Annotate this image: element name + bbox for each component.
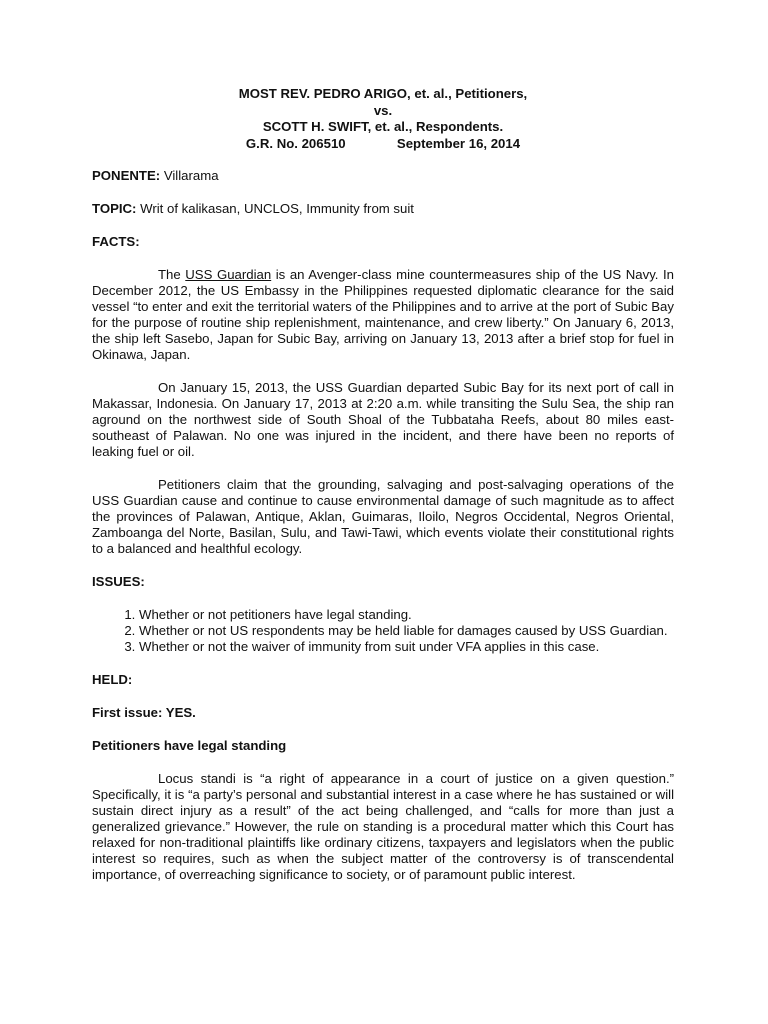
held-paragraph-1: Locus standi is “a right of appearance in a court of justice on a given question.” Specifically, it is “a party’s personal and substantial interest in a case where he has sustained or will sustain direct injury as a result” of the act being challenged, and “calls for more than just a generalized grievance.” However, the rule on standing is a procedural matter which this Court has relaxed for non-traditional plaintiffs like ordinary citizens, taxpayers and legislators when the public interest so requires, such as when the subject matter of the controversy is of transcendental importance, of overreaching significance to society, or of paramount public interest.	[92, 771, 674, 882]
list-item: 1. Whether or not petitioners have legal standing.	[139, 607, 674, 623]
facts-heading: FACTS:	[92, 234, 140, 249]
uss-guardian-link[interactable]: USS Guardian	[185, 267, 272, 282]
list-item: 3. Whether or not the waiver of immunity from suit under VFA applies in this case.	[139, 639, 674, 655]
issues-list	[92, 607, 674, 655]
held-heading: HELD:	[92, 672, 133, 687]
document-page	[92, 86, 674, 883]
caption-petitioners: MOST REV. PEDRO ARIGO, et. al., Petitioners,	[238, 86, 528, 101]
facts-paragraph-1	[92, 267, 674, 363]
first-issue-heading: First issue: YES.	[92, 705, 196, 720]
topic-line	[92, 201, 674, 217]
list-item: 2. Whether or not US respondents may be held liable for damages caused by USS Guardian.	[139, 623, 674, 639]
gr-number: G.R. No. 206510	[245, 135, 346, 151]
standing-subheading: Petitioners have legal standing	[92, 738, 287, 753]
ponente-label: PONENTE:	[92, 168, 161, 183]
caption-gr-line	[92, 136, 674, 153]
facts-p1-start: The	[158, 267, 186, 282]
case-caption	[92, 86, 674, 152]
issues-heading: ISSUES:	[92, 574, 145, 589]
facts-paragraph-2: On January 15, 2013, the USS Guardian departed Subic Bay for its next port of call in Makassar, Indonesia. On January 17, 2013 at 2:20 a.m. while transiting the Sulu Sea, the ship ran aground on the northwest side of South Shoal of the Tubbataha Reefs, about 80 miles east-southeast of Palawan. No one was injured in the incident, and there have been no reports of leaking fuel or oil.	[92, 380, 674, 459]
facts-p1-rest: is an Avenger-class mine countermeasures ship of the US Navy. In December 2012, the US Embassy in the Philippines requested diplomatic clearance for the said vessel “to enter and exit the territorial waters of the Philippines and to arrive at the port of Subic Bay for the purpose of routine ship replenishment, maintenance, and crew liberty.” On January 6, 2013, the ship left Sasebo, Japan for Subic Bay, arriving on January 13, 2013 after a brief stop for fuel in Okinawa, Japan.	[92, 267, 675, 362]
caption-versus: vs.	[373, 102, 393, 118]
decision-date: September 16, 2014	[396, 135, 521, 151]
topic-value: Writ of kalikasan, UNCLOS, Immunity from suit	[140, 201, 414, 216]
ponente-value: Villarama	[163, 168, 219, 183]
facts-paragraph-3: Petitioners claim that the grounding, salvaging and post-salvaging operations of the USS Guardian cause and continue to cause environmental damage of such magnitude as to affect the provinces of Palawan, Antique, Aklan, Guimaras, Iloilo, Negros Occidental, Negros Oriental, Zamboanga del Norte, Basilan, Sulu, and Tawi-Tawi, which events violate their constitutional rights to a balanced and healthful ecology.	[92, 477, 674, 556]
topic-label: TOPIC:	[92, 201, 137, 216]
caption-respondents: SCOTT H. SWIFT, et. al., Respondents.	[262, 119, 504, 134]
ponente-line	[92, 168, 674, 184]
